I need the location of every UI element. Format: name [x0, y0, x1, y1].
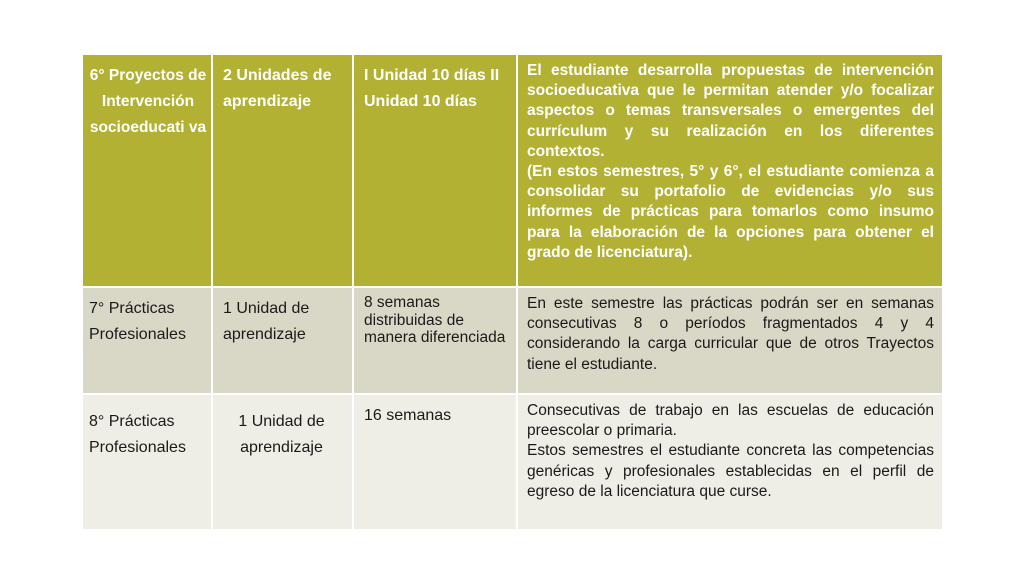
curriculum-table — [83, 55, 942, 525]
row3-description-p2: Estos semestres el estudiante concreta las competencias genéricas y profesionales establecidas en el perfil de egreso de la licenciatura que curse. — [527, 442, 934, 500]
row3-semester: 8° Prácticas Profesionales — [83, 395, 211, 529]
row1-description — [518, 55, 942, 286]
row1-description-p1: El estudiante desarrolla propuestas de intervención socioeducativa que le permitan atender y/o focalizar aspectos o temas transversales o emergentes del currículum y su realización en los diferentes contextos. — [527, 62, 934, 160]
row2-description-p1: En este semestre las prácticas podrán ser en semanas consecutivas 8 o períodos fragmentados 4 y 4 considerando la carga curricular que de otros Trayectos tiene el estudiante. — [527, 295, 934, 373]
row3-description-p1: Consecutivas de trabajo en las escuelas de educación preescolar o primaria. — [527, 402, 934, 440]
row2-units: 1 Unidad de aprendizaje — [213, 288, 352, 393]
row3-duration: 16 semanas — [354, 395, 516, 529]
row3-units: 1 Unidad de aprendizaje — [213, 395, 352, 529]
row1-description-p2: (En estos semestres, 5° y 6°, el estudiante comienza a consolidar su portafolio de evidencias y/o sus informes de prácticas para tomarlos como insumo para la elaboración de la opciones para obtener el grado de licenciatura). — [527, 163, 934, 261]
row2-semester: 7° Prácticas Profesionales — [83, 288, 211, 393]
row1-units: 2 Unidades de aprendizaje — [213, 55, 352, 286]
row1-semester: 6° Proyectos de Intervención socioeducati va — [83, 55, 211, 286]
row1-duration: I Unidad 10 días II Unidad 10 días — [354, 55, 516, 286]
row2-duration: 8 semanas distribuidas de manera diferenciada — [354, 288, 516, 393]
row3-description — [518, 395, 942, 529]
row2-description — [518, 288, 942, 393]
